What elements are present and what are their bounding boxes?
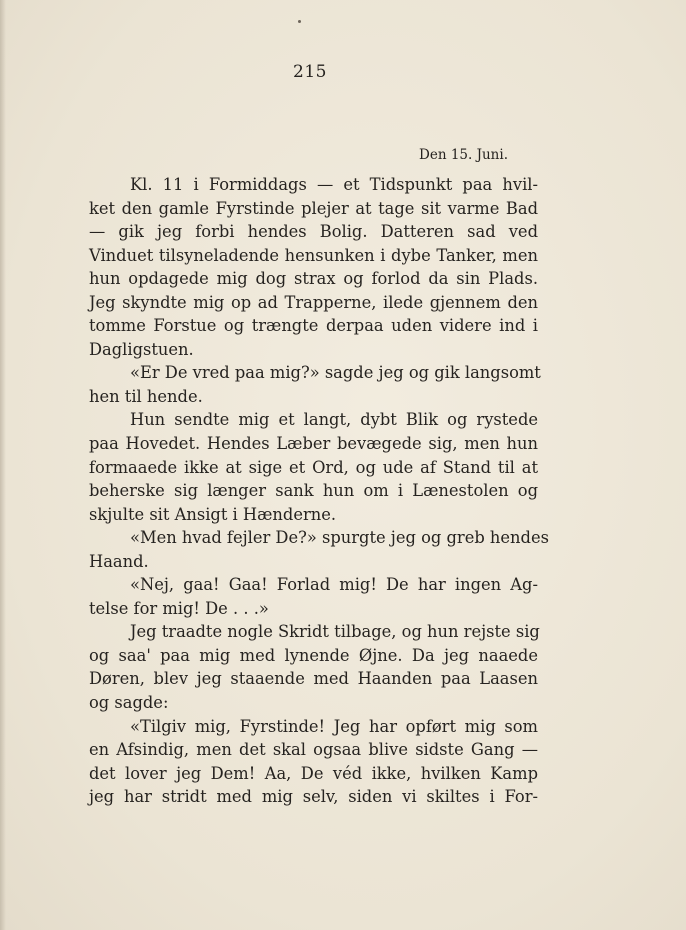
text-line: formaaede ikke at sige et Ord, og ude af Stand til at <box>89 457 538 477</box>
text-line: Haand. <box>89 551 149 571</box>
text-line: og sagde: <box>89 693 169 713</box>
page-edge-shadow <box>0 0 6 930</box>
text-line: hen til hende. <box>89 386 203 406</box>
text-line: Jeg traadte nogle Skridt tilbage, og hun rejste sig <box>130 622 540 642</box>
text-line: Dagligstuen. <box>89 339 194 359</box>
text-line: «Men hvad fejler De?» spurgte jeg og greb hendes <box>130 528 549 548</box>
text-line: og saa' paa mig med lynende Øjne. Da jeg naaede <box>89 645 538 665</box>
text-line: jeg har stridt med mig selv, siden vi skiltes i For- <box>89 787 538 807</box>
text-line: ket den gamle Fyrstinde plejer at tage sit varme Bad <box>89 198 538 218</box>
date-heading: Den 15. Juni. <box>419 147 508 163</box>
page-number: 215 <box>293 62 327 82</box>
text-line: skjulte sit Ansigt i Hænderne. <box>89 504 337 524</box>
text-line: tomme Forstue og trængte derpaa uden videre ind i <box>89 316 538 336</box>
text-line: en Afsindig, men det skal ogsaa blive sidste Gang — <box>89 740 538 760</box>
text-line: beherske sig længer sank hun om i Lænestolen og <box>89 481 538 501</box>
text-line: Døren, blev jeg staaende med Haanden paa Laasen <box>89 669 538 689</box>
text-line: Vinduet tilsyneladende hensunken i dybe Tanker, men <box>89 245 538 265</box>
text-line: Kl. 11 i Formiddags — et Tidspunkt paa hvil- <box>130 175 538 194</box>
text-line: «Er De vred paa mig?» sagde jeg og gik langsomt <box>130 363 541 383</box>
text-line: det lover jeg Dem! Aa, De véd ikke, hvilken Kamp <box>89 763 538 783</box>
text-line: «Tilgiv mig, Fyrstinde! Jeg har opført mig som <box>130 716 538 736</box>
text-line: — gik jeg forbi hendes Bolig. Datteren sad ved <box>89 222 538 242</box>
text-line: «Nej, gaa! Gaa! Forlad mig! De har ingen Ag- <box>130 575 538 595</box>
text-line: telse for mig! De . . .» <box>89 598 269 618</box>
text-line: paa Hovedet. Hendes Læber bevægede sig, men hun <box>89 434 538 454</box>
body-text <box>89 173 549 809</box>
text-line: Jeg skyndte mig op ad Trapperne, ilede gjennem den <box>89 292 538 312</box>
ink-speck <box>298 20 301 23</box>
text-line: Hun sendte mig et langt, dybt Blik og rystede <box>130 410 538 430</box>
text-line: hun opdagede mig dog strax og forlod da sin Plads. <box>89 269 538 289</box>
